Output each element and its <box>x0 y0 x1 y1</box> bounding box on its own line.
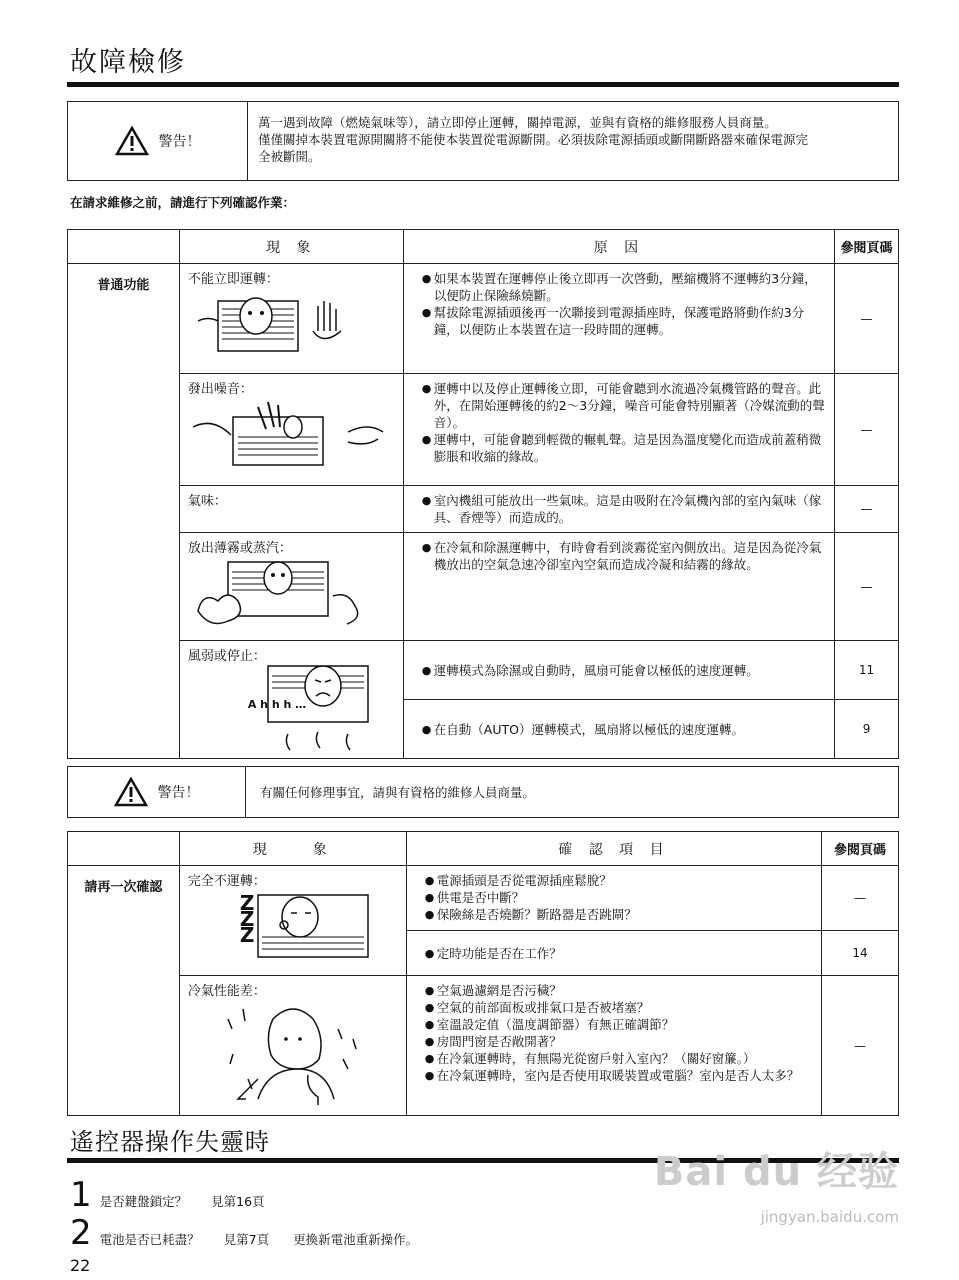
warning-box-2 <box>67 766 899 818</box>
warning-box <box>67 101 899 181</box>
item-number: 1 <box>70 1175 92 1215</box>
check-cell <box>406 976 821 1116</box>
cause-item: ● 在自動（AUTO）運轉模式，風扇將以極低的速度運轉。 <box>422 721 826 738</box>
check-item: ● 在冷氣運轉時，有無陽光從窗戶射入室內？（關好窗簾。） <box>425 1050 813 1067</box>
warning-label: 警告！ <box>158 134 201 150</box>
hot-person-illustration <box>188 999 388 1107</box>
ref-cell: — <box>822 866 899 931</box>
recheck-table <box>67 831 899 1116</box>
cause-cell <box>403 533 834 641</box>
header-empty <box>68 230 180 264</box>
cause-item: ● 運轉中以及停止運轉後立即，可能會聽到水流過冷氣機管路的聲音。此外，在開始運轉後的約2～3分鐘，噪音可能會特別顯著（冷媒流動的聲音）。 <box>422 380 826 431</box>
header-phenomenon: 現 象 <box>179 230 403 264</box>
header-ref: 參閱頁碼 <box>835 230 899 264</box>
ac-sleep-illustration <box>188 889 388 969</box>
symptom-cell <box>179 374 403 486</box>
symptom-label: 完全不運轉： <box>187 874 266 889</box>
cause-cell <box>403 264 834 374</box>
ref-cell: — <box>822 976 899 1116</box>
header-ref: 參閱頁碼 <box>822 832 899 866</box>
cause-cell <box>403 486 834 533</box>
check-item: ● 空氣過濾網是否污穢？ <box>425 982 813 999</box>
item-action: 更換新電池重新操作。 <box>293 1232 419 1247</box>
cause-cell <box>403 641 834 700</box>
symptom-label: 放出薄霧或蒸汽： <box>187 541 292 556</box>
title-rule <box>67 82 899 87</box>
ref-cell: — <box>835 264 899 374</box>
check-item: ● 房間門窗是否敞開著？ <box>425 1033 813 1050</box>
header-empty <box>68 832 180 866</box>
header-phenomenon: 現 象 <box>179 832 406 866</box>
cause-item: ● 運轉中，可能會聽到輕微的輾軋聲。這是因為溫度變化而造成前蓋稍微膨脹和收縮的緣故。 <box>422 431 826 465</box>
symptom-label: 風弱或停止： <box>187 649 266 664</box>
check-item: ● 電源插頭是否從電源插座鬆脫？ <box>425 872 813 889</box>
troubleshoot-table <box>67 229 899 759</box>
ac-sleep-drawing <box>188 889 388 969</box>
ref-cell: — <box>835 533 899 641</box>
warning-triangle-icon <box>114 777 148 807</box>
ac-noise-illustration <box>188 397 388 469</box>
ahhh-text: A h h h … <box>247 698 307 711</box>
remote-item-1 <box>70 1175 265 1215</box>
item-question: 是否鍵盤鎖定？ <box>99 1194 188 1209</box>
check-item: ● 在冷氣運轉時，室內是否使用取暖裝置或電腦？室內是否人太多？ <box>425 1067 813 1084</box>
watermark-url: jingyan.baidu.com <box>760 1208 899 1226</box>
check-item: ● 供電是否中斷？ <box>425 889 813 906</box>
ref-cell: 9 <box>835 700 899 759</box>
ref-cell: — <box>835 486 899 533</box>
symptom-cell <box>179 264 403 374</box>
item-number: 2 <box>70 1213 92 1253</box>
remote-section-title: 遙控器操作失靈時 <box>70 1128 270 1156</box>
cause-cell <box>403 374 834 486</box>
check-item: ● 保險絲是否燒斷？斷路器是否跳閘？ <box>425 906 813 923</box>
item-see: 見第7頁 <box>223 1232 270 1247</box>
category-normal: 普通功能 <box>68 264 180 759</box>
check-item: ● 定時功能是否在工作？ <box>425 945 813 962</box>
ac-refuse-illustration <box>188 291 348 361</box>
check-cell <box>406 866 821 931</box>
symptom-cell <box>179 533 403 641</box>
header-check: 確 認 項 目 <box>406 832 821 866</box>
ref-cell: — <box>835 374 899 486</box>
symptom-label: 不能立即運轉： <box>187 272 279 287</box>
category-recheck: 請再一次確認 <box>68 866 180 1116</box>
symptom-label: 氣味： <box>187 494 227 509</box>
check-item: ● 室溫設定值（溫度調節器）有無正確調節？ <box>425 1016 813 1033</box>
cause-item: ● 在冷氣和除濕運轉中，有時會看到淡霧從室內側放出。這是因為從冷氣機放出的空氣急速冷卻室內空氣而造成冷凝和結霧的緣故。 <box>422 539 826 573</box>
warning-label: 警告！ <box>157 785 200 801</box>
header-cause: 原 因 <box>403 230 834 264</box>
warning-line: 萬一遇到故障（燃燒氣味等），請立即停止運轉，關掉電源，並與有資格的維修服務人員商量。 <box>258 115 777 130</box>
warning-text <box>248 102 898 180</box>
cause-item: ● 室內機組可能放出一些氣味。這是由吸附在冷氣機內部的室內氣味（傢具、香煙等）而造成的。 <box>422 492 826 526</box>
ref-cell: 11 <box>835 641 899 700</box>
cause-item: ● 幫拔除電源插頭後再一次聯接到電源插座時，保護電路將動作約3分鐘，以便防止本裝置在這一段時間的運轉。 <box>422 304 826 338</box>
cause-item: ● 如果本裝置在運轉停止後立即再一次啓動，壓縮機將不運轉約3分鐘，以便防止保險絲燒斷。 <box>422 270 826 304</box>
remote-item-2 <box>70 1213 419 1253</box>
warning-line: 全被斷開。 <box>258 149 321 164</box>
pre-check-note: 在請求維修之前，請進行下列確認作業： <box>70 195 296 210</box>
cause-cell <box>403 700 834 759</box>
warning-triangle-icon <box>115 126 149 156</box>
symptom-cell <box>179 976 406 1116</box>
ac-mist-illustration <box>188 556 368 632</box>
warning-line: 僅僅關掉本裝置電源開關將不能使本裝置從電源斷開。必須拔除電源插頭或斷開斷路器來確保電源完 <box>258 132 809 147</box>
warning-label-cell <box>68 767 246 817</box>
watermark-brand: Bai du 经验 <box>653 1149 899 1195</box>
symptom-cell <box>179 486 403 533</box>
ref-cell: 14 <box>822 931 899 976</box>
warning-text: 有關任何修理事宜，請與有資格的維修人員商量。 <box>260 784 536 800</box>
ac-weak-fan-illustration <box>188 664 388 754</box>
symptom-cell <box>179 641 403 759</box>
item-question: 電池是否已耗盡？ <box>99 1232 200 1247</box>
page-title: 故障檢修 <box>70 47 186 78</box>
symptom-label: 冷氣性能差： <box>187 984 266 999</box>
warning-label-cell <box>68 102 248 180</box>
cause-item: ● 運轉模式為除濕或自動時，風扇可能會以極低的速度運轉。 <box>422 662 826 679</box>
check-cell <box>406 931 821 976</box>
item-see: 見第16頁 <box>211 1194 265 1209</box>
check-item: ● 空氣的前部面板或排氣口是否被堵塞？ <box>425 999 813 1016</box>
symptom-label: 發出噪音： <box>187 382 253 397</box>
zzz-text: Z Z Z <box>239 891 255 947</box>
page-number: 22 <box>70 1256 91 1275</box>
symptom-cell <box>179 866 406 976</box>
